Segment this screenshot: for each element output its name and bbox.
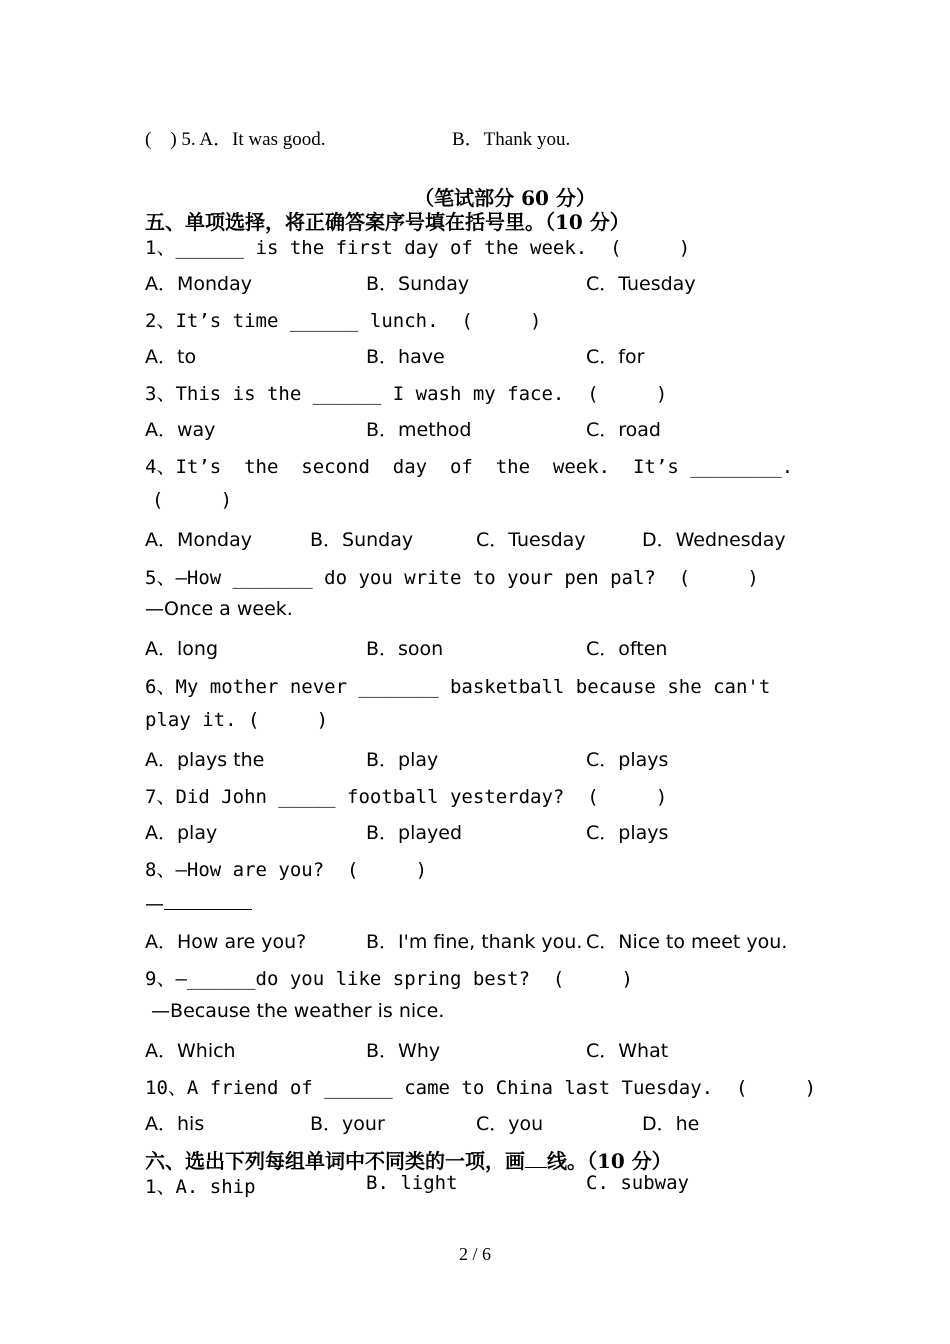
q6-text: 6、My mother never _______ basketball because she can't	[145, 676, 771, 698]
q7-text: 7、Did John _____ football yesterday? ( )	[145, 786, 668, 808]
q1-option-c: C．Tuesday	[586, 273, 696, 295]
q8-option-c: C．Nice to meet you.	[586, 931, 788, 953]
s6-q1-option-b: B. light	[366, 1172, 458, 1194]
section6-title-post: 线。（10 分）	[547, 1149, 672, 1173]
q4-text: 4、It’s the second day of the week. It’s ________.	[145, 456, 794, 478]
q4-option-a: A．Monday	[145, 529, 253, 551]
q1-option-b: B．Sunday	[366, 273, 470, 295]
q8-answer-blank	[164, 891, 252, 910]
q2-option-b: B．have	[366, 346, 445, 368]
q6-option-a: A．plays the	[145, 749, 265, 771]
q6-option-c: C．plays	[586, 749, 669, 771]
q5-text: 5、—How _______ do you write to your pen pal? ( )	[145, 567, 759, 589]
q7-option-a: A．play	[145, 822, 218, 844]
q4-option-d: D．Wednesday	[642, 529, 786, 551]
q2-option-a: A．to	[145, 346, 197, 368]
s6-q1-option-a: 1、A. ship	[145, 1176, 256, 1198]
q4-paren: ( )	[152, 489, 233, 511]
s6-q1-option-c: C. subway	[586, 1172, 689, 1194]
q8-dash: —	[145, 893, 164, 915]
q8-option-b: B．I'm fine, thank you.	[366, 931, 583, 953]
q6-option-b: B．play	[366, 749, 439, 771]
q10-option-c: C．you	[476, 1113, 544, 1135]
q4-option-b: B．Sunday	[310, 529, 414, 551]
q9-text: 9、—______do you like spring best? ( )	[145, 968, 633, 990]
q6-text-continued: play it. ( )	[145, 709, 329, 731]
q9-option-c: C．What	[586, 1040, 669, 1062]
q5-option-b: B．soon	[366, 638, 444, 660]
q2-text: 2、It’s time ______ lunch. ( )	[145, 310, 542, 332]
q8-option-a: A．How are you?	[145, 931, 307, 953]
q2-option-c: C．for	[586, 346, 645, 368]
q10-option-b: B．your	[310, 1113, 385, 1135]
q5-answer: —Once a week.	[145, 598, 293, 620]
q9-answer: —Because the weather is nice.	[145, 1000, 445, 1022]
q10-option-a: A．his	[145, 1113, 205, 1135]
q3-option-b: B．method	[366, 419, 472, 441]
q8-text: 8、—How are you? ( )	[145, 859, 428, 881]
written-part-title: （笔试部分 60 分）	[414, 186, 596, 210]
q5-option-a: A．long	[145, 638, 219, 660]
q10-option-d: D．he	[642, 1113, 700, 1135]
q7-option-c: C．plays	[586, 822, 669, 844]
listening-q5-option-b: B．Thank you.	[452, 129, 571, 150]
page-number: 2 / 6	[458, 1244, 491, 1264]
section6-title	[145, 1145, 672, 1174]
q7-option-b: B．played	[366, 822, 463, 844]
q8-answer-line	[145, 891, 252, 915]
section5-title: 五、单项选择，将正确答案序号填在括号里。（10 分）	[145, 210, 630, 234]
q1-option-a: A．Monday	[145, 273, 253, 295]
section6-underline-blank	[525, 1149, 547, 1168]
listening-q5: ( ) 5. A．It was good.	[145, 129, 326, 150]
section6-title-pre: 六、选出下列每组单词中不同类的一项，画	[145, 1149, 525, 1173]
q9-option-a: A．Which	[145, 1040, 236, 1062]
q5-option-c: C．often	[586, 638, 668, 660]
q3-option-c: C．road	[586, 419, 661, 441]
q3-option-a: A．way	[145, 419, 216, 441]
q4-option-c: C．Tuesday	[476, 529, 586, 551]
q9-option-b: B．Why	[366, 1040, 441, 1062]
q1-text: 1、______ is the first day of the week. ( )	[145, 237, 691, 259]
q3-text: 3、This is the ______ I wash my face. ( )	[145, 383, 668, 405]
q10-text: 10、A friend of ______ came to China last Tuesday. ( )	[145, 1077, 817, 1099]
